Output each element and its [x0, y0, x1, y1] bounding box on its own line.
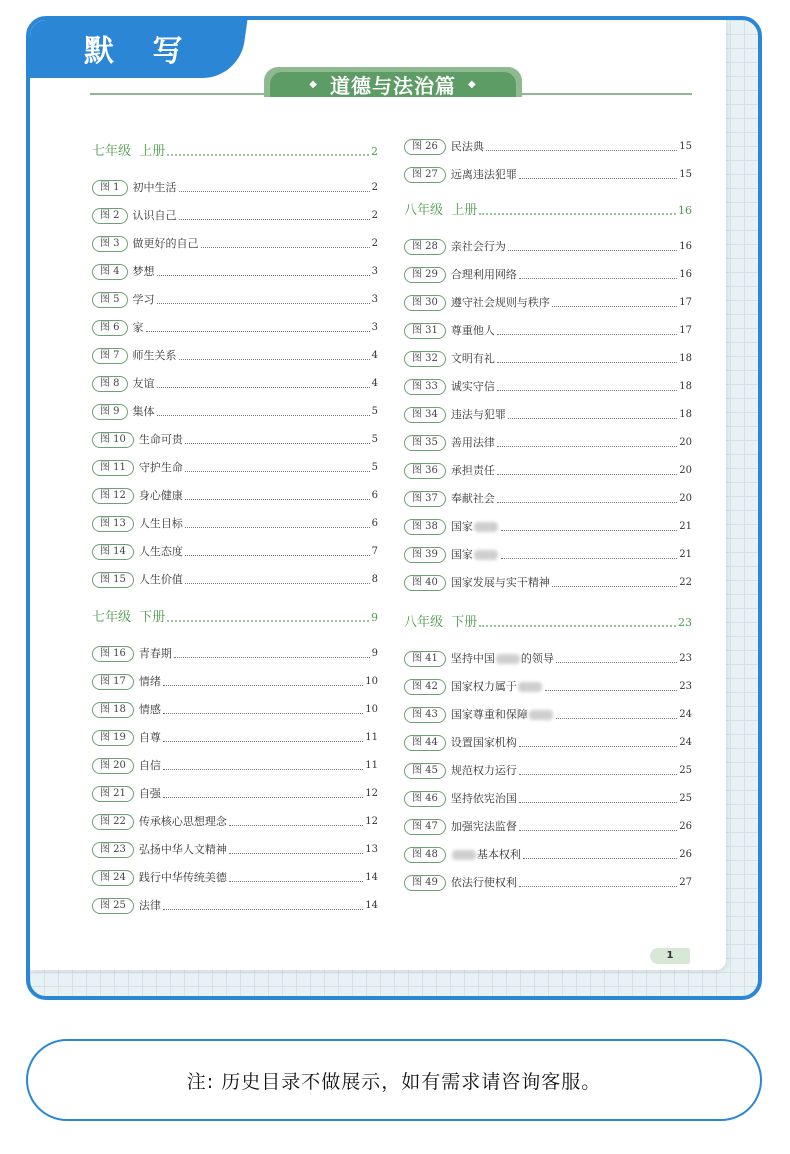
entry-page: 27 — [679, 877, 692, 888]
redacted-mark — [474, 522, 498, 532]
toc-entry[interactable] — [92, 542, 378, 562]
section-tag-label: 默 写 — [84, 34, 197, 69]
document-frame — [26, 16, 762, 1000]
entry-page: 24 — [679, 737, 692, 748]
grade-heading — [404, 613, 692, 633]
toc-entry[interactable] — [92, 430, 378, 450]
entry-page: 18 — [679, 353, 692, 364]
entry-title: 坚持中国 的领导 — [450, 652, 554, 665]
dot-leader — [519, 821, 677, 831]
toc-entry[interactable] — [404, 761, 692, 781]
figure-label: 图 32 — [404, 351, 446, 367]
toc-entry[interactable] — [404, 461, 692, 481]
redacted-mark — [474, 550, 498, 560]
dot-leader — [229, 816, 363, 826]
figure-label: 图 27 — [404, 167, 446, 183]
grade-heading — [92, 608, 378, 628]
figure-label: 图 38 — [404, 519, 446, 535]
entry-title: 家 — [132, 321, 144, 334]
toc-entry[interactable] — [92, 784, 378, 804]
figure-label: 图 20 — [92, 758, 134, 774]
figure-label: 图 29 — [404, 267, 446, 283]
entry-title: 基本权利 — [451, 845, 521, 865]
toc-entry[interactable] — [404, 733, 692, 753]
entry-title: 梦想 — [132, 265, 155, 278]
figure-label: 图 2 — [92, 208, 128, 224]
entry-page: 6 — [371, 490, 378, 501]
dot-leader — [167, 146, 369, 156]
figure-label: 图 13 — [92, 516, 134, 532]
entry-title: 践行中华传统美德 — [138, 871, 227, 884]
entry-title: 弘扬中华人文精神 — [138, 843, 227, 856]
entry-page: 10 — [365, 704, 378, 715]
toc-entry[interactable] — [404, 873, 692, 893]
dot-leader — [519, 793, 677, 803]
toc-entry[interactable] — [92, 570, 378, 590]
figure-label: 图 31 — [404, 323, 446, 339]
figure-label: 图 47 — [404, 819, 446, 835]
entry-title: 人生态度 — [138, 545, 183, 558]
entry-title: 规范权力运行 — [450, 764, 517, 777]
dot-leader — [179, 210, 370, 220]
grade-page: 2 — [371, 145, 378, 158]
toc-entry[interactable] — [404, 137, 692, 157]
entry-title: 诚实守信 — [450, 380, 495, 393]
toc-entry[interactable] — [404, 789, 692, 809]
figure-label: 图 25 — [92, 898, 134, 914]
toc-entry[interactable] — [92, 812, 378, 832]
entry-title: 国家发展与实干精神 — [450, 576, 550, 589]
entry-title: 远离违法犯罪 — [450, 168, 517, 181]
dot-leader — [229, 872, 363, 882]
toc-entry[interactable] — [404, 349, 692, 369]
entry-page: 26 — [679, 849, 692, 860]
page-number: 1 — [650, 948, 690, 964]
figure-label: 图 24 — [92, 870, 134, 886]
dot-leader — [519, 169, 677, 179]
entry-title: 身心健康 — [138, 489, 183, 502]
entry-page: 2 — [371, 238, 378, 249]
dot-leader — [497, 353, 677, 363]
entry-title: 守护生命 — [138, 461, 183, 474]
dot-leader — [157, 266, 370, 276]
toc-entry[interactable] — [92, 458, 378, 478]
dot-leader — [508, 409, 677, 419]
entry-page: 21 — [679, 549, 692, 560]
entry-title: 法律 — [138, 899, 161, 912]
entry-title: 亲社会行为 — [450, 240, 506, 253]
figure-label: 图 23 — [92, 842, 134, 858]
figure-label: 图 48 — [404, 847, 446, 863]
toc-entry[interactable] — [404, 705, 692, 725]
entry-title: 设置国家机构 — [450, 736, 517, 749]
entry-page: 8 — [371, 574, 378, 585]
entry-page: 11 — [365, 732, 378, 743]
entry-page: 21 — [679, 521, 692, 532]
toc-entry[interactable] — [404, 545, 692, 565]
entry-page: 5 — [371, 434, 378, 445]
toc-column-left — [92, 20, 378, 970]
redacted-mark — [452, 850, 476, 860]
dot-leader — [179, 182, 370, 192]
entry-title: 民法典 — [450, 140, 484, 153]
figure-label: 图 9 — [92, 404, 128, 420]
redacted-mark — [518, 682, 542, 692]
dot-leader — [501, 549, 677, 559]
entry-title: 情感 — [138, 703, 161, 716]
figure-label: 图 18 — [92, 702, 134, 718]
dot-leader — [545, 681, 677, 691]
dot-leader — [167, 612, 369, 622]
entry-title: 遵守社会规则与秩序 — [450, 296, 550, 309]
toc-entry[interactable] — [92, 672, 378, 692]
figure-label: 图 22 — [92, 814, 134, 830]
figure-label: 图 28 — [404, 239, 446, 255]
entry-page: 22 — [679, 577, 692, 588]
dot-leader — [146, 322, 370, 332]
toc-entry[interactable] — [404, 489, 692, 509]
toc-entry[interactable] — [92, 290, 378, 310]
figure-label: 图 39 — [404, 547, 446, 563]
figure-label: 图 16 — [92, 646, 134, 662]
dot-leader — [179, 350, 370, 360]
toc-page — [30, 20, 726, 970]
footer-note: 注: 历史目录不做展示，如有需求请咨询客服。 — [26, 1039, 762, 1121]
figure-label: 图 45 — [404, 763, 446, 779]
figure-label: 图 46 — [404, 791, 446, 807]
dot-leader — [157, 378, 370, 388]
entry-page: 23 — [679, 653, 692, 664]
toc-entry[interactable] — [92, 868, 378, 888]
entry-title: 友谊 — [132, 377, 155, 390]
toc-entry[interactable] — [92, 644, 378, 664]
entry-page: 3 — [371, 322, 378, 333]
entry-title: 承担责任 — [450, 464, 495, 477]
dot-leader — [185, 462, 370, 472]
grade-page: 16 — [678, 204, 692, 217]
toc-entry[interactable] — [404, 649, 692, 669]
dot-leader — [163, 788, 363, 798]
figure-label: 图 3 — [92, 236, 128, 252]
entry-title: 做更好的自己 — [132, 237, 199, 250]
entry-title: 加强宪法监督 — [450, 820, 517, 833]
toc-entry[interactable] — [92, 178, 378, 198]
toc-entry[interactable] — [404, 237, 692, 257]
entry-page: 18 — [679, 409, 692, 420]
redacted-mark — [529, 710, 553, 720]
entry-title: 奉献社会 — [450, 492, 495, 505]
toc-entry[interactable] — [404, 321, 692, 341]
dot-leader — [163, 732, 363, 742]
grade-label: 七年级 下册 — [92, 610, 166, 625]
grade-label: 七年级 上册 — [92, 144, 166, 159]
toc-entry[interactable] — [92, 234, 378, 254]
toc-entry[interactable] — [92, 700, 378, 720]
entry-title: 初中生活 — [132, 181, 177, 194]
entry-page: 18 — [679, 381, 692, 392]
entry-page: 25 — [679, 793, 692, 804]
dot-leader — [497, 381, 677, 391]
figure-label: 图 7 — [92, 348, 128, 364]
dot-leader — [479, 617, 676, 627]
figure-label: 图 43 — [404, 707, 446, 723]
dot-leader — [497, 493, 677, 503]
figure-label: 图 4 — [92, 264, 128, 280]
dot-leader — [479, 205, 676, 215]
grade-label: 八年级 下册 — [404, 615, 478, 630]
entry-page: 5 — [371, 406, 378, 417]
toc-entry[interactable] — [92, 402, 378, 422]
figure-label: 图 14 — [92, 544, 134, 560]
page-title: 道德与法治篇 — [330, 74, 456, 98]
toc-entry[interactable] — [92, 756, 378, 776]
entry-page: 16 — [679, 241, 692, 252]
dot-leader — [556, 653, 677, 663]
entry-page: 15 — [679, 169, 692, 180]
entry-title: 生命可贵 — [138, 433, 183, 446]
entry-page: 9 — [371, 648, 378, 659]
figure-label: 图 15 — [92, 572, 134, 588]
dot-leader — [185, 574, 370, 584]
dot-leader — [185, 546, 370, 556]
dot-leader — [201, 238, 370, 248]
dot-leader — [486, 141, 677, 151]
entry-page: 20 — [679, 437, 692, 448]
grade-page: 9 — [371, 611, 378, 624]
entry-title: 认识自己 — [132, 209, 177, 222]
grade-heading — [92, 142, 378, 162]
toc-entry[interactable] — [404, 517, 692, 537]
entry-page: 25 — [679, 765, 692, 776]
entry-page: 4 — [371, 378, 378, 389]
dot-leader — [519, 877, 677, 887]
entry-page: 3 — [371, 294, 378, 305]
dot-leader — [497, 325, 677, 335]
figure-label: 图 34 — [404, 407, 446, 423]
entry-title: 情绪 — [138, 675, 161, 688]
entry-title: 国家权力属于 — [451, 677, 543, 697]
figure-label: 图 37 — [404, 491, 446, 507]
toc-entry[interactable] — [92, 346, 378, 366]
figure-label: 图 44 — [404, 735, 446, 751]
figure-label: 图 8 — [92, 376, 128, 392]
entry-page: 12 — [365, 816, 378, 827]
entry-title: 自强 — [138, 787, 161, 800]
toc-entry[interactable] — [404, 817, 692, 837]
diamond-icon: ◆ — [309, 79, 318, 90]
toc-entry[interactable] — [404, 265, 692, 285]
entry-page: 13 — [365, 844, 378, 855]
entry-title: 青春期 — [138, 647, 172, 660]
toc-entry[interactable] — [92, 896, 378, 916]
dot-leader — [501, 521, 677, 531]
dot-leader — [185, 434, 370, 444]
dot-leader — [174, 648, 370, 658]
entry-page: 20 — [679, 493, 692, 504]
figure-label: 图 30 — [404, 295, 446, 311]
entry-title: 善用法律 — [450, 436, 495, 449]
entry-title: 学习 — [132, 293, 155, 306]
entry-page: 12 — [365, 788, 378, 799]
entry-title: 国家 — [451, 517, 499, 537]
dot-leader — [185, 490, 370, 500]
entry-page: 6 — [371, 518, 378, 529]
entry-page: 17 — [679, 325, 692, 336]
figure-label: 图 26 — [404, 139, 446, 155]
dot-leader — [163, 900, 363, 910]
toc-entry[interactable] — [404, 165, 692, 185]
entry-title: 国家 — [451, 545, 499, 565]
figure-label: 图 35 — [404, 435, 446, 451]
entry-page: 3 — [371, 266, 378, 277]
toc-entry[interactable] — [404, 405, 692, 425]
dot-leader — [519, 269, 677, 279]
toc-entry[interactable] — [92, 374, 378, 394]
dot-leader — [163, 676, 363, 686]
toc-entry[interactable] — [92, 514, 378, 534]
entry-title: 坚持依宪治国 — [450, 792, 517, 805]
dot-leader — [508, 241, 677, 251]
toc-entry[interactable] — [92, 206, 378, 226]
entry-title: 尊重他人 — [450, 324, 495, 337]
toc-entry[interactable] — [92, 840, 378, 860]
dot-leader — [229, 844, 363, 854]
toc-column-right — [404, 20, 692, 970]
toc-entry[interactable] — [404, 845, 692, 865]
entry-page: 24 — [679, 709, 692, 720]
figure-label: 图 1 — [92, 180, 128, 196]
grade-page: 23 — [678, 616, 692, 629]
entry-page: 5 — [371, 462, 378, 473]
dot-leader — [523, 849, 677, 859]
toc-entry[interactable] — [404, 377, 692, 397]
entry-page: 23 — [679, 681, 692, 692]
entry-page: 20 — [679, 465, 692, 476]
figure-label: 图 33 — [404, 379, 446, 395]
toc-entry[interactable] — [92, 486, 378, 506]
toc-entry[interactable] — [92, 262, 378, 282]
dot-leader — [497, 437, 677, 447]
figure-label: 图 36 — [404, 463, 446, 479]
entry-title: 自尊 — [138, 731, 161, 744]
dot-leader — [552, 577, 677, 587]
dot-leader — [157, 406, 370, 416]
entry-page: 15 — [679, 141, 692, 152]
entry-page: 16 — [679, 269, 692, 280]
toc-entry[interactable] — [404, 433, 692, 453]
figure-label: 图 12 — [92, 488, 134, 504]
figure-label: 图 40 — [404, 575, 446, 591]
entry-title: 合理利用网络 — [450, 268, 517, 281]
grade-label: 八年级 上册 — [404, 203, 478, 218]
entry-title: 违法与犯罪 — [450, 408, 506, 421]
entry-title: 师生关系 — [132, 349, 177, 362]
dot-leader — [157, 294, 370, 304]
entry-page: 2 — [371, 182, 378, 193]
dot-leader — [519, 765, 677, 775]
entry-page: 14 — [365, 900, 378, 911]
figure-label: 图 21 — [92, 786, 134, 802]
figure-label: 图 10 — [92, 432, 134, 448]
figure-label: 图 41 — [404, 651, 446, 667]
toc-entry[interactable] — [92, 318, 378, 338]
entry-title: 自信 — [138, 759, 161, 772]
figure-label: 图 5 — [92, 292, 128, 308]
dot-leader — [163, 760, 363, 770]
diamond-icon: ◆ — [468, 79, 477, 90]
entry-page: 26 — [679, 821, 692, 832]
figure-label: 图 17 — [92, 674, 134, 690]
toc-entry[interactable] — [404, 677, 692, 697]
entry-title: 人生价值 — [138, 573, 183, 586]
toc-entry[interactable] — [92, 728, 378, 748]
figure-label: 图 42 — [404, 679, 446, 695]
entry-title: 依法行使权利 — [450, 876, 517, 889]
entry-page: 7 — [371, 546, 378, 557]
entry-title: 传承核心思想理念 — [138, 815, 227, 828]
entry-page: 4 — [371, 350, 378, 361]
entry-page: 17 — [679, 297, 692, 308]
redacted-mark — [496, 654, 520, 664]
dot-leader — [163, 704, 363, 714]
toc-entry[interactable] — [404, 573, 692, 593]
entry-title: 集体 — [132, 405, 155, 418]
entry-page: 11 — [365, 760, 378, 771]
toc-entry[interactable] — [404, 293, 692, 313]
entry-title: 文明有礼 — [450, 352, 495, 365]
figure-label: 图 11 — [92, 460, 134, 476]
entry-title: 人生目标 — [138, 517, 183, 530]
entry-page: 10 — [365, 676, 378, 687]
figure-label: 图 49 — [404, 875, 446, 891]
figure-label: 图 6 — [92, 320, 128, 336]
dot-leader — [552, 297, 677, 307]
dot-leader — [519, 737, 677, 747]
dot-leader — [185, 518, 370, 528]
entry-page: 2 — [371, 210, 378, 221]
entry-page: 14 — [365, 872, 378, 883]
grade-heading — [404, 201, 692, 221]
figure-label: 图 19 — [92, 730, 134, 746]
entry-title: 国家尊重和保障 — [451, 705, 554, 725]
dot-leader — [556, 709, 677, 719]
dot-leader — [497, 465, 677, 475]
